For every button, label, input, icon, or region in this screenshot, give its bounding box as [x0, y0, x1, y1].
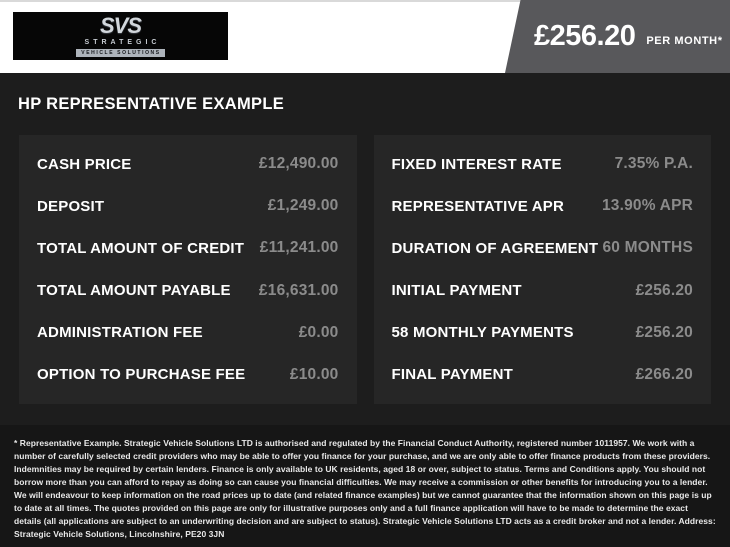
row-label: OPTION TO PURCHASE FEE — [37, 366, 246, 384]
row-label: TOTAL AMOUNT PAYABLE — [37, 282, 231, 300]
finance-row-deposit — [37, 197, 339, 215]
row-label: TOTAL AMOUNT OF CREDIT — [37, 239, 245, 257]
row-value: £256.20 — [635, 281, 693, 299]
row-label: DURATION OF AGREEMENT — [391, 239, 599, 257]
price-per-month-label: PER MONTH* — [646, 34, 723, 47]
row-label: INITIAL PAYMENT — [391, 282, 522, 300]
finance-row-representative-apr — [392, 197, 694, 215]
finance-row-initial-payment — [392, 282, 694, 300]
top-bar — [0, 0, 730, 73]
finance-row-final-payment — [392, 366, 694, 384]
row-value: 7.35% P.A. — [614, 155, 693, 173]
page-title: HP REPRESENTATIVE EXAMPLE — [18, 94, 285, 113]
finance-panel-right — [374, 135, 712, 404]
svs-logo-name: STRATEGIC — [84, 39, 161, 47]
row-label: CASH PRICE — [37, 155, 132, 173]
row-value: £12,490.00 — [258, 155, 339, 173]
finance-row-admin-fee — [37, 324, 339, 342]
disclaimer-section — [0, 425, 730, 547]
row-value: 60 MONTHS — [602, 239, 693, 257]
row-value: £11,241.00 — [259, 239, 339, 257]
finance-panels — [0, 135, 730, 404]
finance-row-monthly-payments — [392, 324, 694, 342]
svs-logo-mark: SVS — [99, 13, 142, 39]
row-label: ADMINISTRATION FEE — [37, 324, 203, 342]
finance-panel-left — [19, 135, 357, 404]
row-value: £256.20 — [635, 323, 693, 341]
disclaimer-text: * Representative Example. Strategic Vehicle Solutions LTD is authorised and regulated by the Financial Conduct Authority, registered number 1011957. We work with a number of carefully selected credit providers who may be able to offer you finance for your purchase, and we are only able to offer finance products from these providers. Indemnities may be required by certain lenders. Finance is only available to UK residents, aged 18 or over, subject to status. Terms and Conditions apply. You should not borrow more than you can afford to repay as doing so can cause you financial difficulties. We may receive a commission or other benefits for introducing you to a lender. We will endeavour to keep information on the road prices up to date (and related finance examples) but we cannot guarantee that the information shown on this page is up to date at all times. The quotes provided on this page are only for illustrative purposes only and a full finance application will have to be made to determine the exact details (all applications are subject to an underwriting decision and are subject to status). Strategic Vehicle Solutions LTD acts as a credit broker and not a lender. Address: Strategic Vehicle Solutions, Lincolnshire, PE20 3JN — [14, 438, 716, 539]
row-value: £16,631.00 — [258, 281, 339, 299]
row-value: £266.20 — [635, 365, 693, 383]
row-value: £0.00 — [298, 323, 339, 341]
finance-row-option-to-purchase-fee — [37, 366, 339, 384]
monthly-price — [534, 0, 723, 73]
row-value: £10.00 — [289, 365, 339, 383]
row-label: FINAL PAYMENT — [391, 366, 514, 384]
row-label: DEPOSIT — [37, 197, 105, 215]
svs-logo — [13, 12, 228, 60]
price-amount: £256.20 — [534, 20, 636, 52]
finance-row-total-payable — [37, 282, 339, 300]
finance-row-duration — [392, 239, 694, 257]
finance-row-total-credit — [37, 239, 339, 257]
finance-row-cash-price — [37, 155, 339, 173]
row-label: REPRESENTATIVE APR — [391, 197, 565, 215]
row-value: £1,249.00 — [267, 197, 339, 215]
svs-logo-subtitle: VEHICLE SOLUTIONS — [76, 49, 164, 57]
row-value: 13.90% APR — [601, 197, 693, 215]
row-label: 58 MONTHLY PAYMENTS — [391, 324, 574, 342]
finance-row-fixed-interest-rate — [392, 155, 694, 173]
row-label: FIXED INTEREST RATE — [391, 155, 562, 173]
title-section — [0, 73, 730, 135]
